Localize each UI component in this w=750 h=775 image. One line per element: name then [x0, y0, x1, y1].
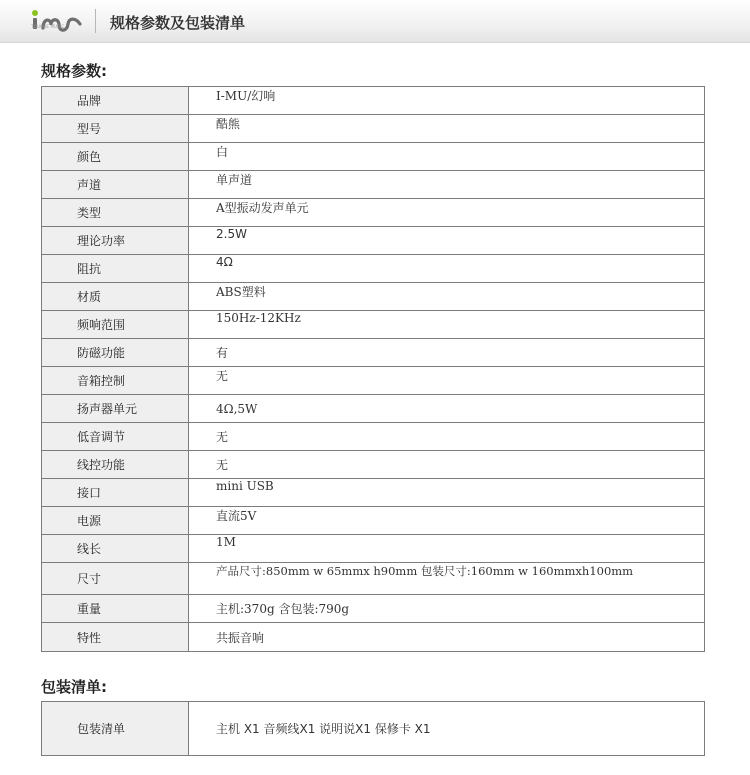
spec-label: 频响范围 [42, 311, 189, 339]
spec-label: 电源 [42, 507, 189, 535]
spec-value: 无 [189, 367, 705, 395]
table-row [42, 507, 705, 535]
specs-table [41, 86, 705, 652]
table-row [42, 535, 705, 563]
spec-value: 无 [189, 423, 705, 451]
table-row [42, 199, 705, 227]
table-row [42, 255, 705, 283]
table-row [42, 395, 705, 423]
table-row [42, 143, 705, 171]
spec-value: 无 [189, 451, 705, 479]
spec-label: 重量 [42, 595, 189, 623]
spec-value: ABS塑料 [189, 283, 705, 311]
spec-value: 白 [189, 143, 705, 171]
logo-subtitle: TOUCHE MUSIC [31, 24, 65, 29]
spec-value: 共振音响 [189, 623, 705, 652]
page-title: 规格参数及包装清单 [110, 14, 246, 32]
spec-label: 尺寸 [42, 563, 189, 595]
spec-value: 直流5V [189, 507, 705, 535]
table-row [42, 339, 705, 367]
header-banner [0, 0, 750, 43]
table-row [42, 283, 705, 311]
table-row [42, 623, 705, 652]
spec-label: 音箱控制 [42, 367, 189, 395]
package-value: 主机 X1 音频线X1 说明说X1 保修卡 X1 [189, 702, 705, 756]
spec-label: 品牌 [42, 87, 189, 115]
spec-value: 4Ω,5W [189, 395, 705, 423]
table-row [42, 423, 705, 451]
spec-label: 防磁功能 [42, 339, 189, 367]
table-row [42, 367, 705, 395]
spec-value: 150Hz-12KHz [189, 311, 705, 339]
package-label: 包装清单 [42, 702, 189, 756]
table-row [42, 227, 705, 255]
package-table [41, 701, 705, 756]
spec-label: 线控功能 [42, 451, 189, 479]
spec-value: 单声道 [189, 171, 705, 199]
spec-value: 4Ω [189, 255, 705, 283]
spec-value: 产品尺寸:850mm w 65mmx h90mm 包装尺寸:160mm w 160mmxh100mm [189, 563, 705, 595]
table-row [42, 702, 705, 756]
table-row [42, 563, 705, 595]
specs-section-title: 规格参数: [41, 62, 107, 80]
spec-label: 类型 [42, 199, 189, 227]
spec-value: A型振动发声单元 [189, 199, 705, 227]
table-row [42, 595, 705, 623]
spec-label: 型号 [42, 115, 189, 143]
imu-logo-icon [18, 6, 90, 38]
table-row [42, 311, 705, 339]
table-row [42, 87, 705, 115]
spec-value: 主机:370g 含包装:790g [189, 595, 705, 623]
table-row [42, 451, 705, 479]
spec-label: 颜色 [42, 143, 189, 171]
table-row [42, 115, 705, 143]
table-row [42, 479, 705, 507]
spec-label: 材质 [42, 283, 189, 311]
spec-value: 有 [189, 339, 705, 367]
spec-label: 扬声器单元 [42, 395, 189, 423]
spec-value: mini USB [189, 479, 705, 507]
spec-value: I-MU/幻响 [189, 87, 705, 115]
spec-value: 1M [189, 535, 705, 563]
spec-label: 低音调节 [42, 423, 189, 451]
spec-label: 特性 [42, 623, 189, 652]
spec-label: 阻抗 [42, 255, 189, 283]
spec-label: 线长 [42, 535, 189, 563]
spec-value: 酷熊 [189, 115, 705, 143]
spec-value: 2.5W [189, 227, 705, 255]
spec-label: 接口 [42, 479, 189, 507]
banner-divider [95, 9, 96, 33]
package-section-title: 包装清单: [41, 678, 107, 696]
spec-label: 理论功率 [42, 227, 189, 255]
spec-label: 声道 [42, 171, 189, 199]
table-row [42, 171, 705, 199]
